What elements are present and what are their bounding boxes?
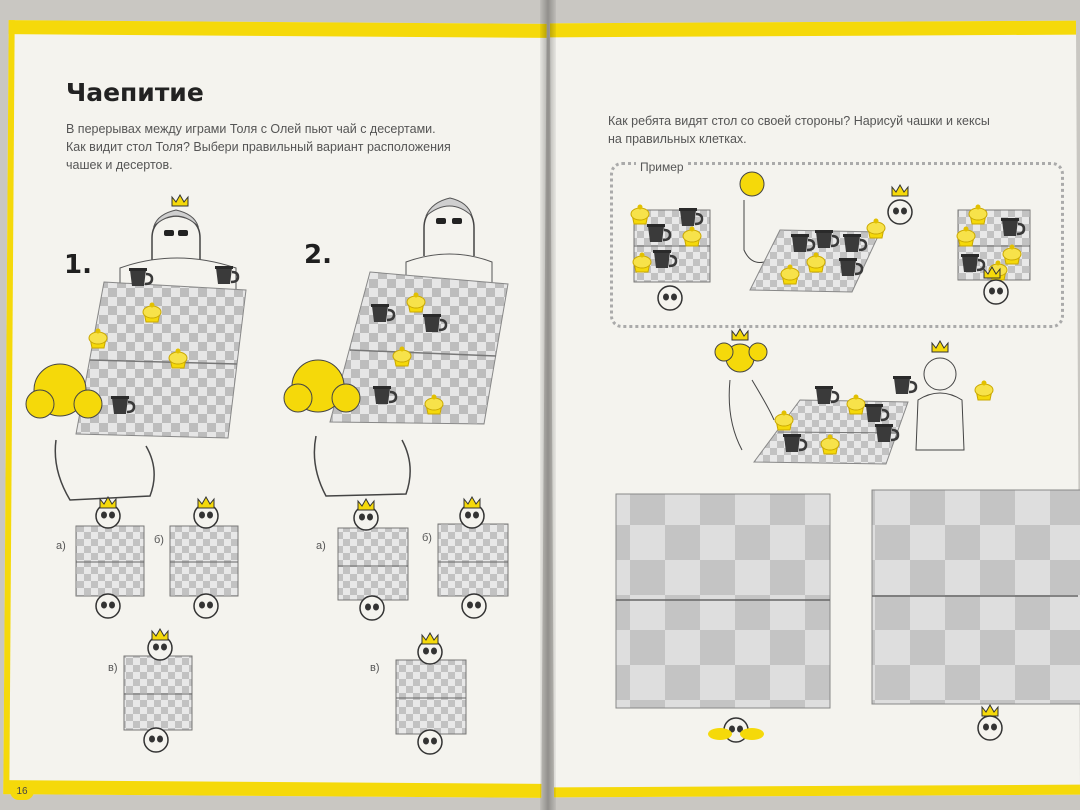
scene-label-1: 1. (64, 250, 92, 280)
option-board-1a (76, 497, 144, 618)
option-v-scene-1[interactable]: в) (108, 662, 118, 674)
scene-label-2: 2. (304, 240, 332, 270)
page-title: Чаепитие (66, 78, 204, 107)
option-board-1v (124, 629, 192, 752)
left-intro-line-2: Как видит стол Толя? Выбери правильный вариант расположения (66, 140, 451, 154)
right-intro-line-1: Как ребята видят стол со своей стороны? Нарисуй чашки и кексы (608, 114, 990, 128)
option-a-scene-2[interactable]: а) (316, 540, 326, 552)
option-b-scene-1[interactable]: б) (154, 534, 164, 546)
right-scene-illustration (715, 329, 993, 464)
example-illustration (631, 172, 1030, 310)
option-board-2v (396, 633, 466, 754)
scene-1-illustration (26, 195, 246, 500)
option-board-2b (438, 497, 508, 618)
option-v-scene-2[interactable]: в) (370, 662, 380, 674)
empty-board-left (616, 494, 830, 742)
option-a-scene-1[interactable]: а) (56, 540, 66, 552)
option-b-scene-2[interactable]: б) (422, 532, 432, 544)
option-board-2a (338, 499, 408, 620)
page-number-badge: 16 (10, 782, 34, 800)
left-intro-line-1: В перерывах между играми Толя с Олей пьют чай с десертами. (66, 122, 436, 136)
example-label: Пример (636, 160, 688, 174)
option-board-1b (170, 497, 238, 618)
empty-board-right (872, 490, 1080, 740)
boy-figure-2 (406, 198, 492, 286)
left-intro-line-3: чашек и десертов. (66, 158, 173, 172)
scene-2-illustration (284, 198, 508, 496)
right-intro-line-2: на правильных клетках. (608, 132, 747, 146)
